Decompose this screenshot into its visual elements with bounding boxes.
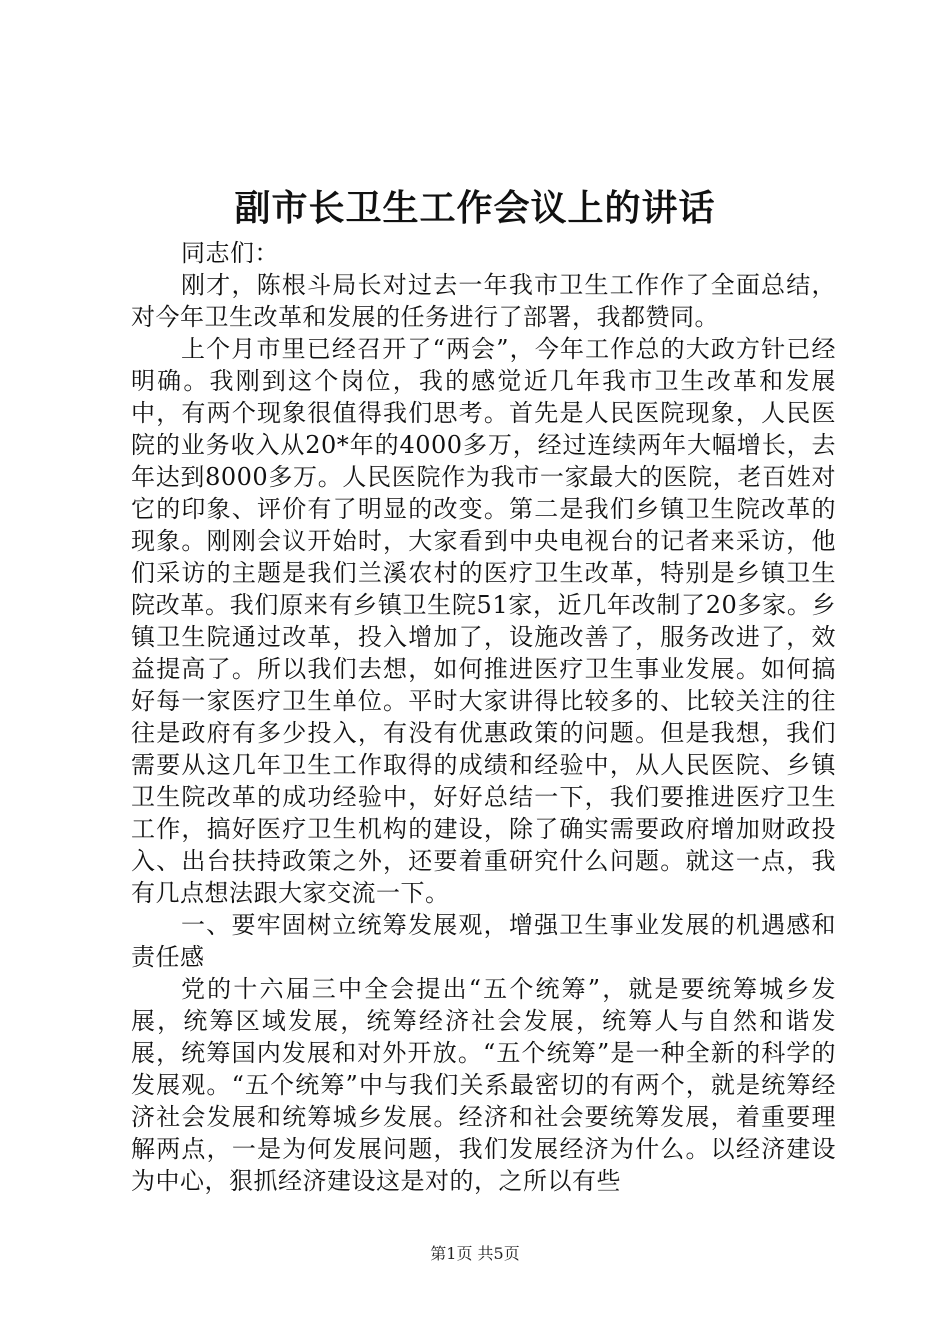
document-body: [131, 237, 836, 1197]
body-paragraph: 党的十六届三中全会提出“五个统筹”，就是要统筹城乡发展，统筹区域发展，统筹经济社会发展，统筹人与自然和谐发展，统筹国内发展和对外开放。“五个统筹”是一种全新的科学的发展观。“五个统筹”中与我们关系最密切的有两个，就是统筹经济社会发展和统筹城乡发展。经济和社会要统筹发展，着重要理解两点，一是为何发展问题，我们发展经济为什么。以经济建设为中心，狠抓经济建设这是对的，之所以有些: [131, 975, 836, 1195]
body-paragraph: 上个月市里已经召开了“两会”，今年工作总的大政方针已经明确。我刚到这个岗位，我的感觉近几年我市卫生改革和发展中，有两个现象很值得我们思考。首先是人民医院现象，人民医院的业务收入从20*年的4000多万，经过连续两年大幅增长，去年达到8000多万。人民医院作为我市一家最大的医院，老百姓对它的印象、评价有了明显的改变。第二是我们乡镇卫生院改革的现象。刚刚会议开始时，大家看到中央电视台的记者来采访，他们采访的主题是我们兰溪农村的医疗卫生改革，特别是乡镇卫生院改革。我们原来有乡镇卫生院51家，近几年改制了20多家。乡镇卫生院通过改革，投入增加了，设施改善了，服务改进了，效益提高了。所以我们去想，如何推进医疗卫生事业发展。如何搞好每一家医疗卫生单位。平时大家讲得比较多的、比较关注的往往是政府有多少投入，有没有优惠政策的问题。但是我想，我们需要从这几年卫生工作取得的成绩和经验中，从人民医院、乡镇卫生院改革的成功经验中，好好总结一下，我们要推进医疗卫生工作，搞好医疗卫生机构的建设，除了确实需要政府增加财政投入、出台扶持政策之外，还要着重研究什么问题。就这一点，我有几点想法跟大家交流一下。: [131, 335, 836, 907]
page-number-footer: 第1页 共5页: [430, 1244, 520, 1263]
salutation-paragraph: 同志们：: [181, 239, 279, 267]
section-heading-paragraph: 一、要牢固树立统筹发展观，增强卫生事业发展的机遇感和责任感: [131, 911, 836, 971]
document-title: 副市长卫生工作会议上的讲话: [234, 187, 716, 229]
body-paragraph: 刚才，陈根斗局长对过去一年我市卫生工作作了全面总结，对今年卫生改革和发展的任务进行了部署，我都赞同。: [131, 271, 836, 331]
